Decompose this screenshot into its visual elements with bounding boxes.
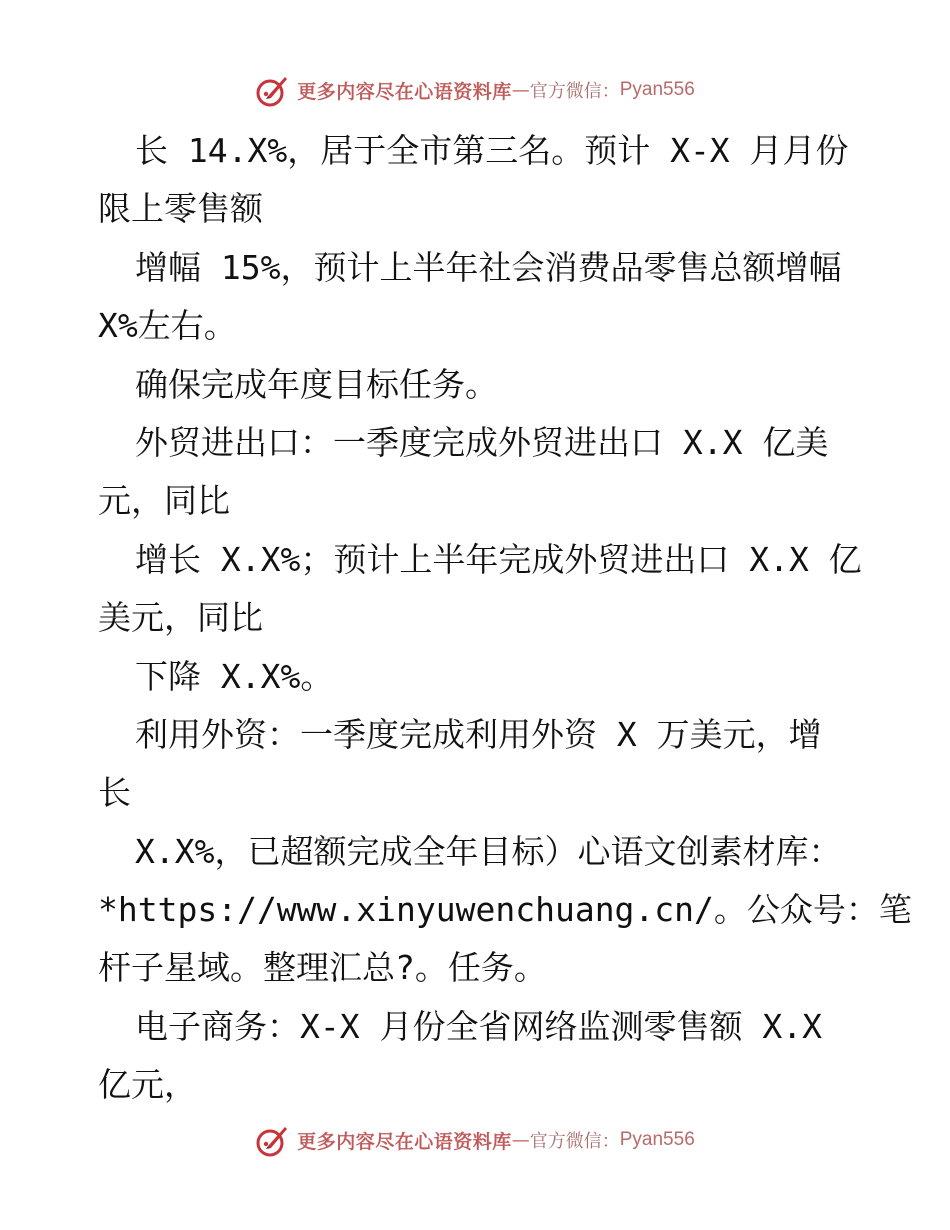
text-line: 利用外资：一季度完成利用外资 X 万美元，增: [135, 714, 822, 754]
footer-wechat-id: Pyan556: [619, 1129, 695, 1150]
quill-pen-logo-icon: [255, 72, 291, 108]
text-line: *https://www.xinyuwenchuang.cn/。公众号：笔: [98, 890, 912, 930]
text-line: 增长 X.X%；预计上半年完成外贸进出口 X.X 亿: [135, 539, 862, 579]
text-line: 电子商务：X-X 月份全省网络监测零售额 X.X: [135, 1006, 822, 1046]
text-line: 亿元，: [98, 1065, 197, 1105]
header-wechat-label: 官方微信：: [529, 81, 620, 102]
text-line: X%左右。: [98, 306, 237, 346]
header-banner-text: 更多内容尽在心语资料库: [297, 80, 512, 103]
text-line: 杆子星域。整理汇总?。任务。: [98, 948, 547, 988]
header-banner: [0, 70, 950, 110]
text-line: 外贸进出口：一季度完成外贸进出口 X.X 亿美: [135, 422, 829, 462]
text-line: 下降 X.X%。: [135, 656, 334, 696]
footer-wechat-label: 官方微信：: [529, 1131, 620, 1152]
quill-pen-logo-icon: [255, 1122, 291, 1158]
header-wechat-id: Pyan556: [619, 79, 695, 100]
text-line: 增幅 15%，预计上半年社会消费品零售总额增幅: [135, 247, 842, 287]
text-line: 确保完成年度目标任务。: [135, 364, 498, 404]
text-line: 长: [98, 773, 131, 813]
header-banner-dash: —: [511, 79, 530, 101]
document-body: [98, 122, 912, 1115]
footer-banner: [0, 1120, 950, 1160]
text-line: 元，同比: [98, 481, 230, 521]
footer-banner-dash: —: [511, 1129, 530, 1151]
text-line: X.X%，已超额完成全年目标）心语文创素材库：: [135, 831, 842, 871]
text-line: 美元，同比: [98, 598, 263, 638]
text-line: 长 14.X%，居于全市第三名。预计 X-X 月月份: [135, 131, 849, 170]
footer-banner-text: 更多内容尽在心语资料库: [297, 1130, 512, 1153]
text-line: 限上零售额: [98, 189, 263, 229]
